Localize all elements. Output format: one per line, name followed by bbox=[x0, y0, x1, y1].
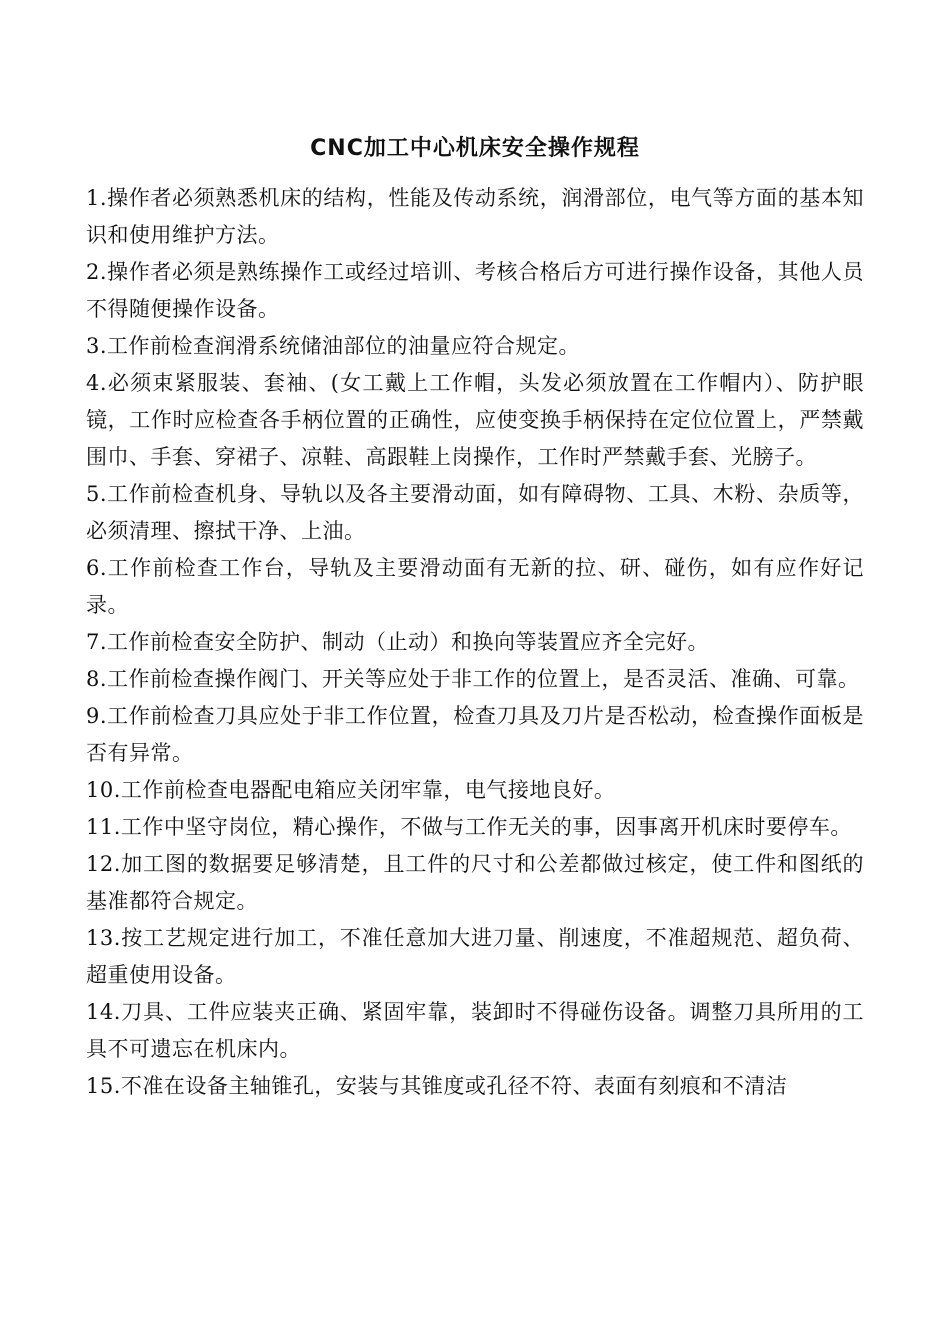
clause-1: 1.操作者必须熟悉机床的结构，性能及传动系统，润滑部位，电气等方面的基本知识和使用维护方法。 bbox=[86, 186, 864, 247]
clause-10: 10.工作前检查电器配电箱应关闭牢靠，电气接地良好。 bbox=[86, 778, 616, 802]
document-title: CNC加工中心机床安全操作规程 bbox=[310, 136, 640, 161]
clause-14: 14.刀具、工件应装夹正确、紧固牢靠，装卸时不得碰伤设备。调整刀具所用的工具不可遗忘在机床内。 bbox=[86, 1000, 864, 1061]
clause-8: 8.工作前检查操作阀门、开关等应处于非工作的位置上，是否灵活、准确、可靠。 bbox=[86, 667, 860, 691]
clause-4: 4.必须束紧服装、套袖、(女工戴上工作帽，头发必须放置在工作帽内）、防护眼镜，工作时应检查各手柄位置的正确性，应使变换手柄保持在定位位置上，严禁戴围巾、手套、穿裙子、凉鞋、高跟鞋上岗操作，工作时严禁戴手套、光膀子。 bbox=[86, 371, 864, 469]
clause-15: 15.不准在设备主轴锥孔，安装与其锥度或孔径不符、表面有刻痕和不清洁 bbox=[86, 1074, 788, 1098]
clause-12: 12.加工图的数据要足够清楚，且工件的尺寸和公差都做过核定，使工件和图纸的基准都符合规定。 bbox=[86, 852, 864, 913]
clause-11: 11.工作中坚守岗位，精心操作，不做与工作无关的事，因事离开机床时要停车。 bbox=[86, 815, 852, 839]
clause-13: 13.按工艺规定进行加工，不准任意加大进刀量、削速度，不准超规范、超负荷、超重使用设备。 bbox=[86, 926, 864, 987]
clause-7: 7.工作前检查安全防护、制动（止动）和换向等装置应齐全完好。 bbox=[86, 630, 710, 654]
clause-9: 9.工作前检查刀具应处于非工作位置，检查刀具及刀片是否松动，检查操作面板是否有异常。 bbox=[86, 704, 864, 765]
clause-3: 3.工作前检查润滑系统储油部位的油量应符合规定。 bbox=[86, 334, 581, 358]
clause-2: 2.操作者必须是熟练操作工或经过培训、考核合格后方可进行操作设备，其他人员不得随便操作设备。 bbox=[86, 260, 864, 321]
document-body bbox=[86, 180, 864, 1105]
clause-6: 6.工作前检查工作台，导轨及主要滑动面有无新的拉、研、碰伤，如有应作好记录。 bbox=[86, 556, 864, 617]
clause-5: 5.工作前检查机身、导轨以及各主要滑动面，如有障碍物、工具、木粉、杂质等，必须清理、擦拭干净、上油。 bbox=[86, 482, 864, 543]
